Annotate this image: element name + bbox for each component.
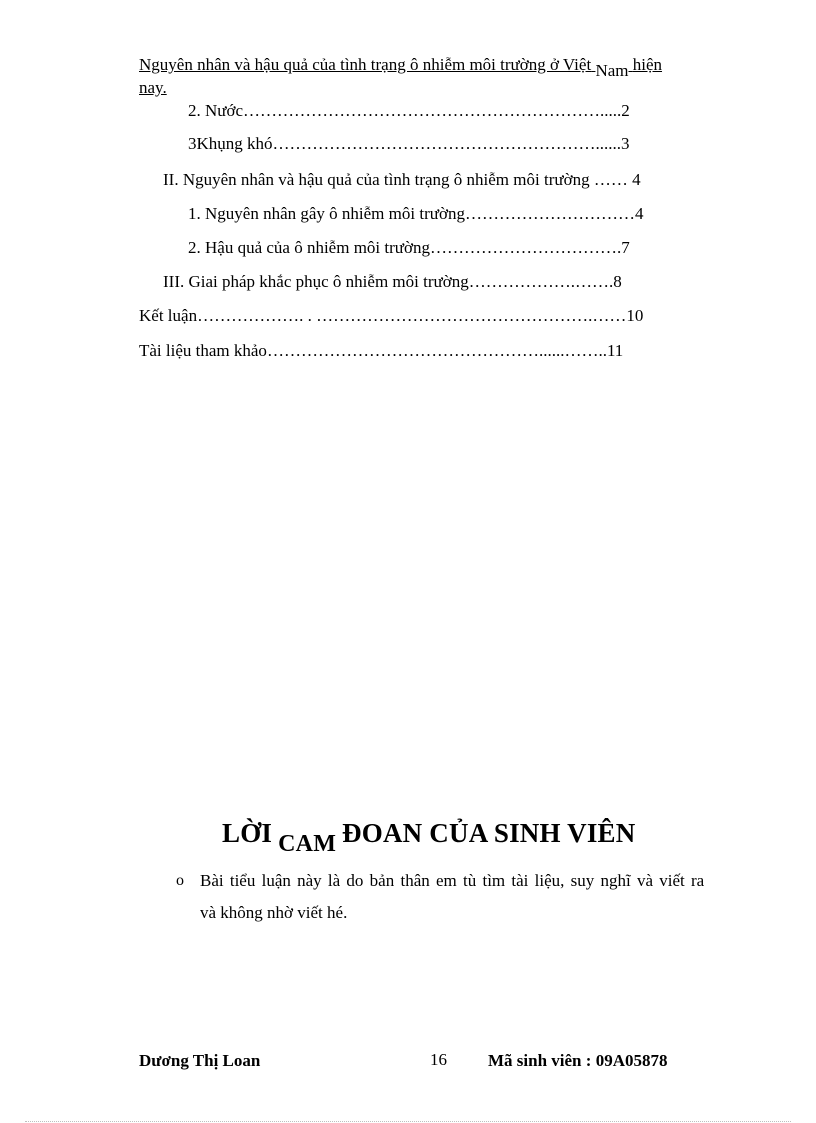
- declaration-title: [222, 818, 636, 857]
- toc-entry-causes[interactable]: [188, 204, 688, 224]
- toc-entry-dots: ………………. . ………………………………………….……: [197, 306, 627, 325]
- toc-entry-page: 2: [621, 101, 630, 120]
- toc-entry-section-ii[interactable]: [163, 170, 689, 190]
- toc-heading: [139, 55, 721, 80]
- toc-heading-text: Nguyên nhân và hậu quả của tình trạng ô nhiễm môi trường ở Việt: [139, 55, 592, 74]
- toc-entry-label: II. Nguyên nhân và hậu quả của tình trạng ô nhiễm môi trường: [163, 170, 590, 189]
- student-id-value: 09A05878: [595, 1051, 668, 1070]
- toc-heading-continued: nay.: [139, 78, 167, 97]
- toc-entry-section-iii[interactable]: [163, 272, 688, 292]
- toc-entry-label: 3Khụng khó: [188, 134, 273, 153]
- toc-entry-page: 3: [621, 134, 630, 153]
- page-bottom-divider: [25, 1121, 791, 1122]
- toc-entry-page: 7: [621, 238, 630, 257]
- bullet-circle-icon: o: [176, 872, 184, 889]
- toc-entry-label: III. Giai pháp khắc phục ô nhiễm môi trường: [163, 272, 469, 291]
- toc-heading-sub: Nam: [595, 61, 629, 80]
- toc-entry-label: 1. Nguyên nhân gây ô nhiễm môi trường: [188, 204, 465, 223]
- toc-heading-tail: hiện: [632, 55, 663, 74]
- toc-entry-label: 2. Hậu quả của ô nhiễm môi trường: [188, 238, 430, 257]
- toc-entry-air[interactable]: [188, 134, 687, 154]
- toc-entry-dots: ……………………………………………………….....: [243, 101, 622, 120]
- toc-entry-label: 2. Nước: [188, 101, 244, 120]
- footer-author: Dương Thị Loan: [139, 1051, 261, 1070]
- title-part-3: ĐOAN CỦA SINH VIÊN: [342, 818, 636, 848]
- footer-page-number: 16: [430, 1050, 447, 1069]
- toc-entry-page: 4: [634, 204, 644, 223]
- toc-entry-page: 8: [613, 272, 622, 291]
- toc-entry-water[interactable]: [188, 101, 687, 121]
- toc-entry-page: 11: [606, 341, 624, 360]
- toc-entry-dots: …………………………: [464, 204, 635, 223]
- declaration-text-line-1: Bài tiểu luận này là do bản thân em tù tìm tài liệu, suy nghĩ và viết ra: [200, 871, 705, 890]
- title-part-1: LỜI: [222, 818, 273, 848]
- footer-student-id: [488, 1051, 667, 1071]
- declaration-text-line-2: và không nhờ viết hé.: [200, 903, 348, 922]
- student-id-label: Mã sinh viên :: [488, 1051, 592, 1070]
- toc-entry-label: Kết luận: [139, 306, 198, 325]
- toc-entry-dots: ……: [593, 170, 628, 189]
- toc-entry-label: Tài liệu tham khảo: [139, 341, 267, 360]
- toc-entry-dots: …………………………………………......……..: [266, 341, 607, 360]
- toc-entry-dots: …………………………………………………......: [272, 134, 622, 153]
- toc-entry-dots: ……………….…….: [468, 272, 614, 291]
- toc-entry-dots: …………………………….: [429, 238, 622, 257]
- toc-entry-page: 4: [632, 170, 641, 189]
- toc-entry-references[interactable]: [139, 341, 684, 361]
- toc-entry-consequences[interactable]: [188, 238, 688, 258]
- toc-entry-page: 10: [626, 306, 644, 325]
- toc-entry-conclusion[interactable]: [139, 306, 689, 326]
- title-part-2: CAM: [278, 831, 337, 857]
